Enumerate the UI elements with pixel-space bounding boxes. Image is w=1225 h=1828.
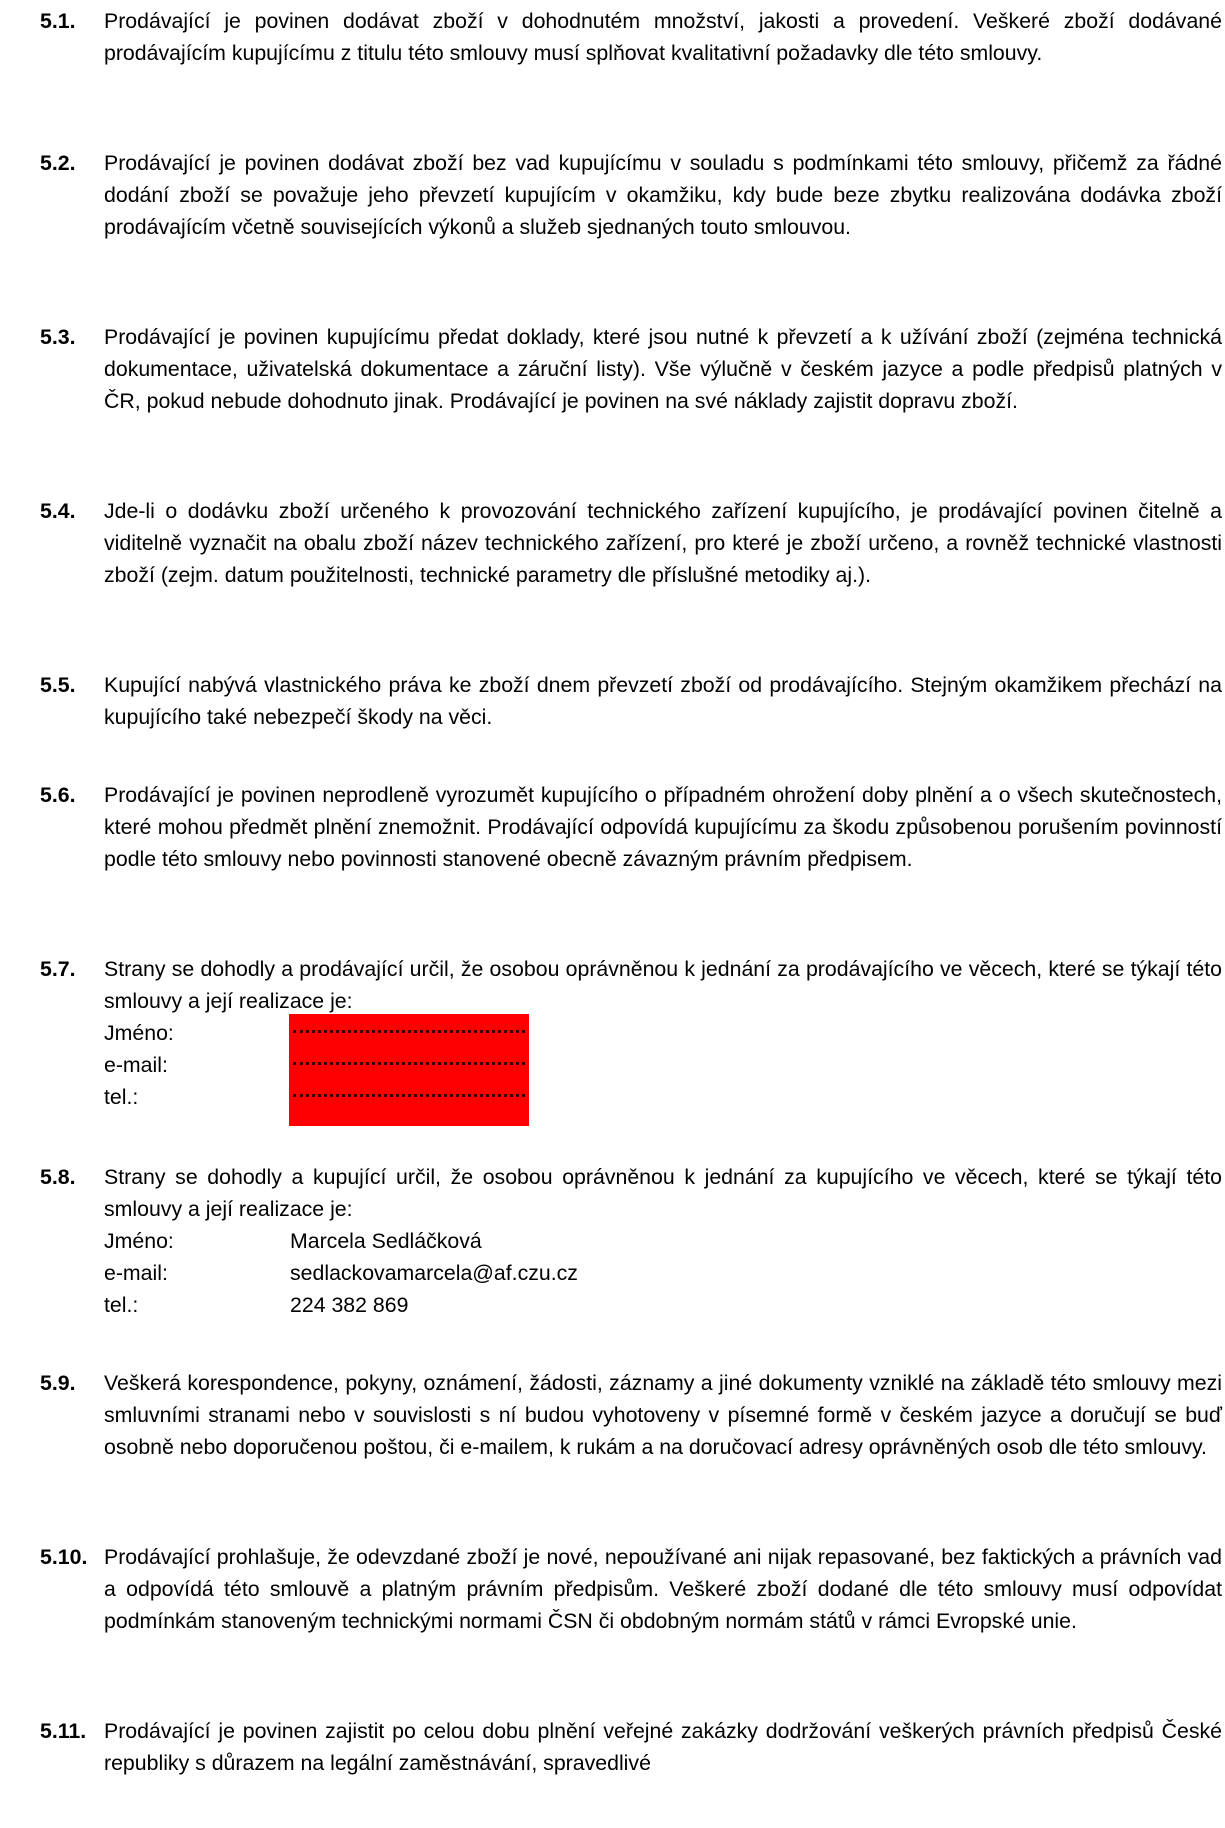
clause-text: Prodávající je povinen kupujícímu předat doklady, které jsou nutné k převzetí a k užívání zboží (zejména technická dokumentace, uživatelská dokumentace a záruční listy). Vše výlučně v českém jazyce a podle předpisů platných v ČR, pokud nebude dohodnuto jinak. Prodávající je povinen na své náklady zajistit dopravu zboží.	[104, 325, 1222, 413]
seller-contact-block	[104, 1017, 1222, 1113]
clause-number: 5.8.	[40, 1165, 76, 1189]
clause-number: 5.10.	[40, 1545, 88, 1569]
phone-label: tel.:	[104, 1085, 139, 1109]
clause-text: Veškerá korespondence, pokyny, oznámení, žádosti, záznamy a jiné dokumenty vzniklé na základě této smlouvy mezi smluvními stranami nebo v souvislosti s ní budou vyhotoveny v písemné formě v českém jazyce a doručují se buď osobně nebo doporučenou poštou, či e-mailem, k rukám a na doručovací adresy oprávněných osob dle této smlouvy.	[104, 1371, 1222, 1459]
clause-text: Prodávající je povinen dodávat zboží bez vad kupujícímu v souladu s podmínkami této smlouvy, přičemž za řádné dodání zboží se považuje jeho převzetí kupujícím v okamžiku, kdy bude beze zbytku realizována dodávka zboží prodávajícím včetně souvisejících výkonů a služeb sjednaných touto smlouvou.	[104, 151, 1222, 239]
clause-text: Kupující nabývá vlastnického práva ke zboží dnem převzetí zboží od prodávajícího. Stejným okamžikem přechází na kupujícího také nebezpečí škody na věci.	[104, 673, 1222, 729]
clause-text: Prodávající je povinen neprodleně vyrozumět kupujícího o případném ohrožení doby plnění a o všech skutečnostech, které mohou předmět plnění znemožnit. Prodávající odpovídá kupujícímu za škodu způsobenou porušením povinností podle této smlouvy nebo povinnosti stanovené obecně závazným právním předpisem.	[104, 783, 1222, 871]
phone-label: tel.:	[104, 1293, 139, 1317]
buyer-name: Marcela Sedláčková	[290, 1229, 482, 1253]
clause-text: Strany se dohodly a prodávající určil, že osobou oprávněnou k jednání za prodávajícího ve věcech, které se týkají této smlouvy a její realizace je:	[104, 957, 1222, 1013]
email-label: e-mail:	[104, 1053, 168, 1077]
buyer-contact-block	[104, 1225, 1222, 1321]
clause-number: 5.7.	[40, 957, 76, 981]
name-label: Jméno:	[104, 1021, 174, 1045]
email-label: e-mail:	[104, 1261, 168, 1285]
clause-number: 5.9.	[40, 1371, 76, 1395]
clause-text: Prodávající je povinen dodávat zboží v dohodnutém množství, jakosti a provedení. Veškeré zboží dodávané prodávajícím kupujícímu z titulu této smlouvy musí splňovat kvalitativní požadavky dle této smlouvy.	[104, 9, 1222, 65]
clause-number: 5.1.	[40, 9, 76, 33]
buyer-phone: 224 382 869	[290, 1293, 409, 1317]
clause-number: 5.3.	[40, 325, 76, 349]
clause-text: Jde-li o dodávku zboží určeného k provozování technického zařízení kupujícího, je prodávající povinen čitelně a viditelně vyznačit na obalu zboží název technického zařízení, pro které je zboží určeno, a rovněž technické vlastnosti zboží (zejm. datum použitelnosti, technické parametry dle příslušné metodiky aj.).	[104, 499, 1222, 587]
clause-text: Prodávající je povinen zajistit po celou dobu plnění veřejné zakázky dodržování veškerých právních předpisů České republiky s důrazem na legální zaměstnávání, spravedlivé	[104, 1719, 1222, 1775]
clause-number: 5.4.	[40, 499, 76, 523]
clause-number: 5.11.	[40, 1719, 87, 1743]
name-label: Jméno:	[104, 1229, 174, 1253]
clause-number: 5.5.	[40, 673, 76, 697]
clause-text: Strany se dohodly a kupující určil, že osobou oprávněnou k jednání za kupujícího ve věcech, které se týkají této smlouvy a její realizace je:	[104, 1165, 1222, 1221]
clause-number: 5.2.	[40, 151, 76, 175]
buyer-email: sedlackovamarcela@af.czu.cz	[290, 1261, 578, 1285]
clause-text: Prodávající prohlašuje, že odevzdané zboží je nové, nepoužívané ani nijak repasované, bez faktických a právních vad a odpovídá této smlouvě a platným právním předpisům. Veškeré zboží dodané dle této smlouvy musí odpovídat podmínkám stanoveným technickými normami ČSN či obdobným normám států v rámci Evropské unie.	[104, 1545, 1222, 1633]
clause-number: 5.6.	[40, 783, 76, 807]
